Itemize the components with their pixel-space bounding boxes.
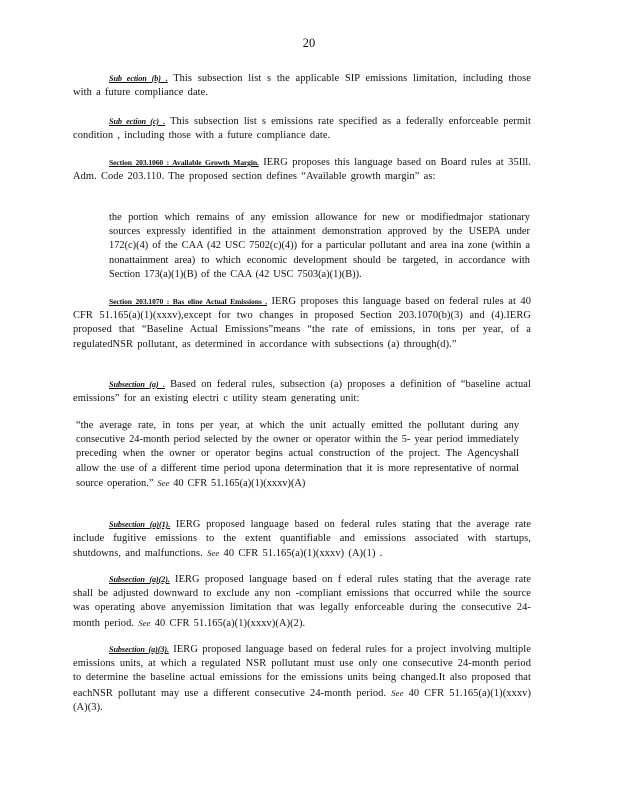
body-text: Based on federal rules, subsection (a) proposes a definition of “baseline actual emissions” for an existing electri c utility steam generating unit:	[73, 379, 531, 405]
citation: 40 CFR 51.165(a)(1)(xxxv)(A)(2).	[154, 617, 306, 629]
body-text: IERG proposed language based on federal rules for a project involving multiple emissions units, at which a regulated NSR pollutant must use only one consecutive 24-month period to determine the baseline actual emissions for the emissions units being changed.It also proposed that eachNSR pollutant may use a different consecutive 24-month period.	[73, 644, 531, 699]
heading-section-203-1060: Section 203.1060 : Available Growth Margin.	[109, 158, 259, 167]
heading-subsection-a1: Subsection (a)(1).	[109, 520, 171, 529]
paragraph-section-203-1070	[73, 295, 531, 352]
heading-subsection-a2: Subsection (a)(2).	[109, 575, 170, 584]
heading-section-203-1070: Section 203.1070 : Bas eline Actual Emissions .	[109, 297, 268, 306]
body-text: IERG proposes this language based on Board rules at 35Ill. Adm. Code 203.110. The proposed section defines “Available growth margin” as:	[73, 157, 531, 183]
citation: 40 CFR 51.165(a)(1)(xxxv) (A)(1) .	[223, 548, 383, 560]
citation: 40 CFR 51.165(a)(1)(xxxv)(A)	[173, 477, 306, 489]
heading-subsection-a3: Subsection (a)(3).	[109, 645, 169, 654]
heading-subsection-c: Sub ection (c) .	[109, 117, 166, 126]
see-signal: See	[138, 617, 151, 628]
paragraph-subsection-a	[73, 378, 531, 406]
citation: 40 CFR 51.165(a)(1)(xxxv)(A)(3).	[73, 687, 532, 713]
paragraph-subsection-a1	[73, 518, 531, 562]
body-text: This subsection list s the applicable SIP emissions limitation, including those with a future compliance date.	[73, 73, 531, 99]
heading-subsection-b: Sub ection (b) .	[109, 74, 168, 83]
paragraph-subsection-a3	[73, 643, 531, 715]
body-text: IERG proposed language based on f ederal rules stating that the average rate shall be adjusted downward to exclude any non -compliant emissions that occurred while the source was operating above anyemission limitation that was legally enforceable during the consecutive 24-month period.	[73, 574, 531, 629]
block-quote-available-growth-margin: the portion which remains of any emission allowance for new or modifiedmajor stationary sources expressly identified in the attainment demonstration approved by the USEPA under 172(c)(4) of the CAA (42 USC 7502(c)(4)) for a particular pollutant and area ina zone (within a nonattainment area) to which economic development should be targeted, in accordance with Section 173(a)(1)(B) of the CAA (42 USC 7503(a)(1)(B)).	[109, 212, 530, 280]
see-signal: See	[157, 477, 170, 488]
page-number: 20	[302, 36, 316, 50]
body-text: IERG proposes this language based on federal rules at 40 CFR 51.165(a)(1)(xxxv),except for two changes in proposed Section 203.1070(b)(3) and (4).IERG proposed that “Baseline Actual Emissions”means “the rate of emissions, in tons per year, of a regulatedNSR pollutant, as determined in accordance with subsections (a) through(d).”	[73, 296, 531, 350]
quote-baseline-actual-emissions	[76, 419, 519, 491]
paragraph-subsection-a2	[73, 573, 531, 631]
body-text: IERG proposed language based on federal rules stating that the average rate include fugitive emissions to the extent quantifiable and emissions associated with startups, shutdowns, and malfunctions.	[73, 519, 531, 560]
paragraph-subsection-c	[73, 115, 531, 143]
heading-subsection-a: Subsection (a) .	[109, 380, 165, 389]
paragraph-section-203-1060	[73, 156, 531, 184]
see-signal: See	[391, 687, 404, 698]
paragraph-subsection-b	[73, 72, 531, 100]
body-text: This subsection list s emissions rate specified as a federally enforceable permit condition , including those with a future compliance date.	[73, 116, 531, 142]
see-signal: See	[207, 548, 220, 559]
quote-text: “the average rate, in tons per year, at which the unit actually emitted the pollutant during any consecutive 24-month period selected by the owner or operator within the 5- year period immediately preceding when the owner or operator begins actual construction of the project. The Agencyshall allow the use of a different time period upona determination that it is more representative of normal source operation.”	[76, 420, 519, 489]
